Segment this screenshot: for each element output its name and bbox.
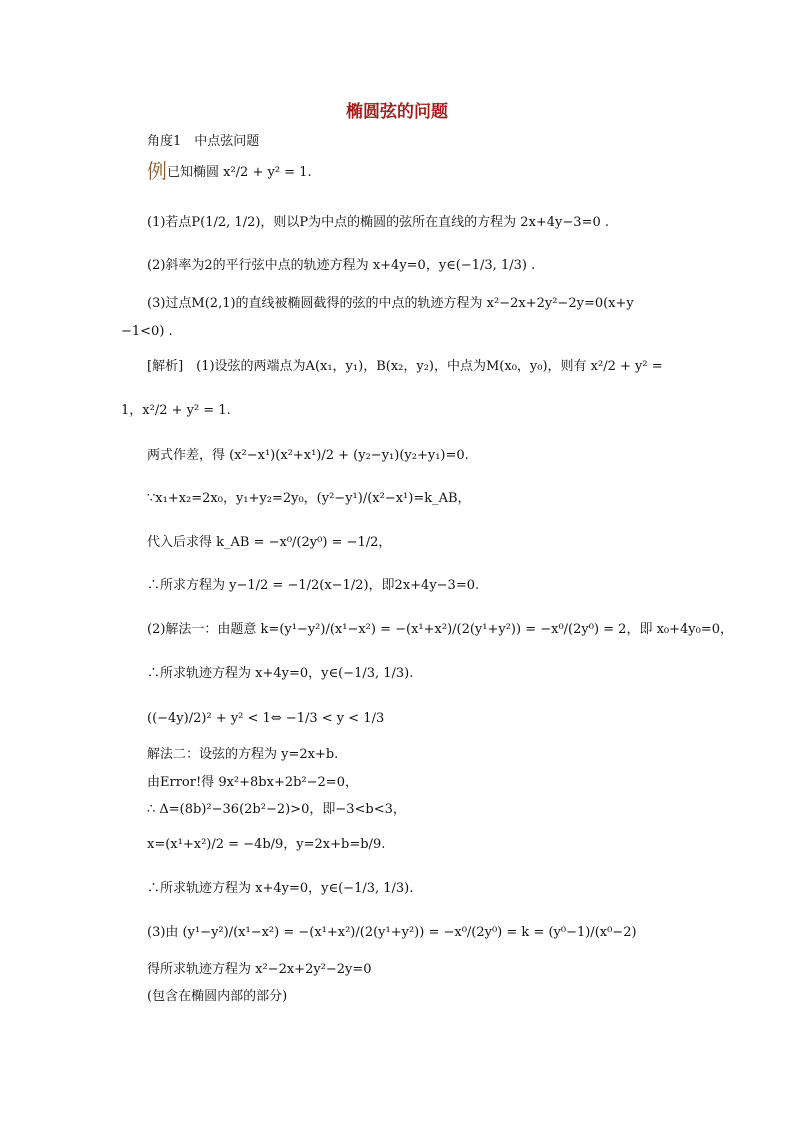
example-text: 已知椭圆 x²/2 + y² = 1. — [167, 165, 312, 180]
solution-midpoint: ∵x₁+x₂=2x₀，y₁+y₂=2y₀，(y²−y¹)/(x²−x¹)=k_AB， — [147, 491, 471, 506]
solution-1-line-2: 1，x²/2 + y² = 1. — [121, 403, 231, 418]
question-3-line-2: −1<0) . — [121, 324, 173, 339]
solution-2-method-2: 解法二：设弦的方程为 y=2x+b. — [147, 747, 339, 762]
example-statement — [147, 159, 312, 183]
question-2: (2)斜率为2的平行弦中点的轨迹方程为 x+4y=0，y∈(−1/3, 1/3) . — [147, 258, 536, 273]
solution-difference: 两式作差，得 (x²−x¹)(x²+x¹)/2 + (y₂−y₁)(y₂+y₁)=0. — [147, 448, 469, 463]
solution-3-result: 得所求轨迹方程为 x²−2x+2y²−2y=0 — [147, 962, 372, 977]
solution-1-line-1: [解析] (1)设弦的两端点为A(x₁，y₁)，B(x₂，y₂)，中点为M(x₀，y₀)，则有 x²/2 + y² = — [147, 359, 663, 374]
question-3-line-1: (3)过点M(2,1)的直线被椭圆截得的弦的中点的轨迹方程为 x²−2x+2y²−2y=0(x+y — [147, 296, 634, 311]
solution-2-trajectory-2: ∴所求轨迹方程为 x+4y=0，y∈(−1/3, 1/3). — [147, 881, 414, 896]
solution-3-derivation: (3)由 (y¹−y²)/(x¹−x²) = −(x¹+x²)/(2(y¹+y²)) = −x⁰/(2y⁰) = k = (y⁰−1)/(x⁰−2) — [147, 925, 637, 940]
solution-equation: ∴所求方程为 y−1/2 = −1/2(x−1/2)，即2x+4y−3=0. — [147, 578, 480, 593]
solution-slope: 代入后求得 k_AB = −x⁰/(2y⁰) = −1/2， — [147, 535, 392, 550]
solution-2-method-1: (2)解法一：由题意 k=(y¹−y²)/(x¹−x²) = −(x¹+x²)/(2(y¹+y²)) = −x⁰/(2y⁰) = 2，即 x₀+4y₀=0， — [147, 622, 734, 637]
example-mark: 例 — [147, 159, 167, 183]
question-1: (1)若点P(1/2, 1/2)，则以P为中点的椭圆的弦所在直线的方程为 2x+4y−3=0 . — [147, 215, 609, 230]
angle-heading: 角度1 中点弦问题 — [147, 134, 260, 149]
page-title: 椭圆弦的问题 — [346, 102, 448, 122]
solution-2-system: 由Error!得 9x²+8bx+2b²−2=0， — [147, 775, 358, 790]
solution-2-discriminant: ∴ Δ=(8b)²−36(2b²−2)>0，即−3<b<3， — [147, 802, 406, 817]
solution-2-trajectory: ∴所求轨迹方程为 x+4y=0，y∈(−1/3, 1/3). — [147, 666, 414, 681]
solution-2-range: ((−4y)/2)² + y² < 1⇔ −1/3 < y < 1/3 — [147, 711, 385, 726]
solution-2-midpoint: x=(x¹+x²)/2 = −4b/9，y=2x+b=b/9. — [147, 837, 386, 852]
solution-3-note: (包含在椭圆内部的部分) — [147, 989, 288, 1004]
